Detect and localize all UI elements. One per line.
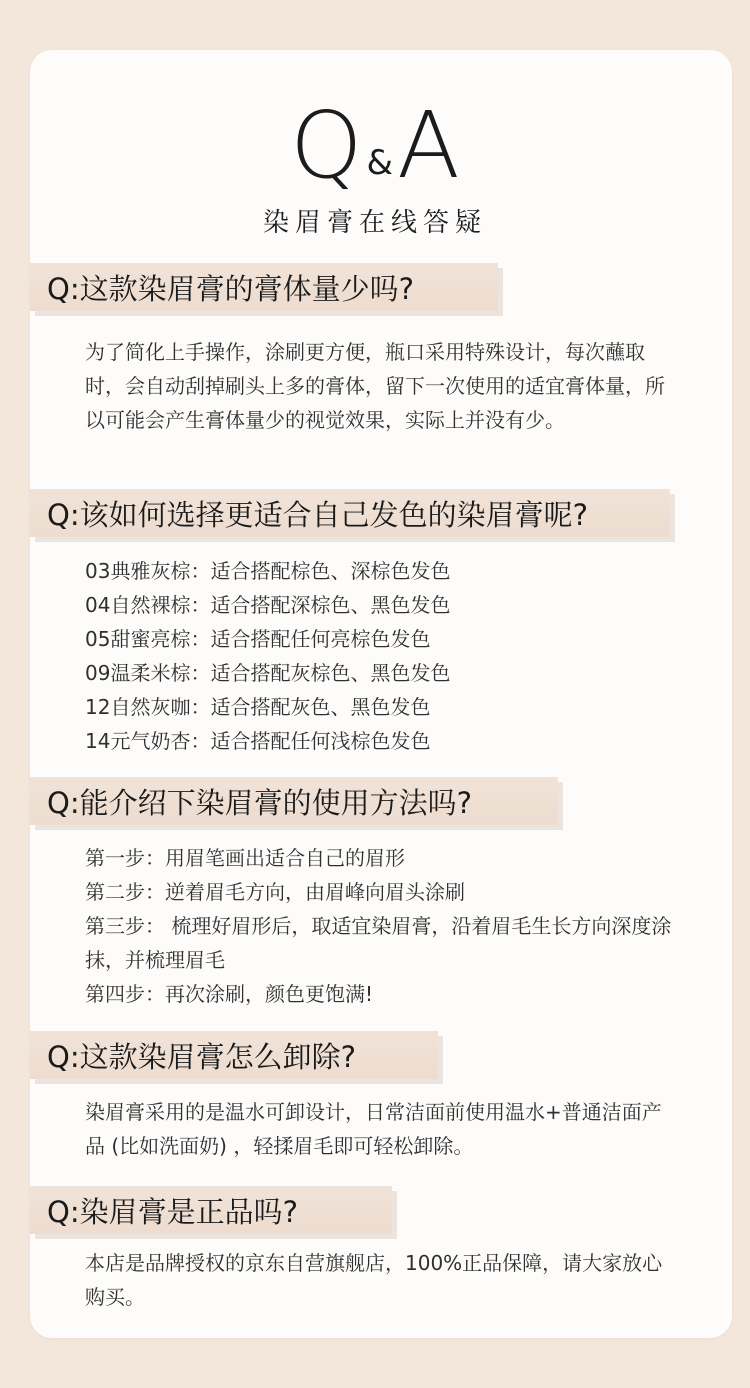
faq-answer-3-line: 第一步：用眉笔画出适合自己的眉形	[85, 846, 405, 870]
header	[0, 92, 750, 239]
faq-answer-5-text: 本店是品牌授权的京东自营旗舰店，100%正品保障，请大家放心购买。	[85, 1251, 663, 1309]
faq-answer-4-text: 染眉膏采用的是温水可卸设计，日常洁面前使用温水+普通洁面产品 (比如洗面奶) ，轻揉眉毛即可轻松卸除。	[85, 1100, 662, 1158]
faq-answer-2	[85, 554, 675, 758]
faq-question-1: Q:这款染眉膏的膏体量少吗?	[30, 263, 498, 311]
faq-answer-2-line: 12自然灰咖：适合搭配灰色、黑色发色	[85, 695, 431, 719]
faq-answer-5	[85, 1246, 675, 1314]
faq-question-5: Q:染眉膏是正品吗?	[30, 1186, 392, 1234]
qa-logo	[290, 92, 460, 199]
qa-logo-q: Q	[290, 92, 363, 199]
faq-question-2: Q:该如何选择更适合自己发色的染眉膏呢?	[30, 489, 670, 537]
faq-question-4: Q:这款染眉膏怎么卸除?	[30, 1031, 438, 1079]
faq-answer-2-line: 05甜蜜亮棕：适合搭配任何亮棕色发色	[85, 627, 431, 651]
faq-answer-1-text: 为了简化上手操作，涂刷更方便，瓶口采用特殊设计，每次蘸取时，会自动刮掉刷头上多的膏体，留下一次使用的适宜膏体量，所以可能会产生膏体量少的视觉效果，实际上并没有少。	[85, 340, 665, 432]
faq-answer-3-line: 第二步：逆着眉毛方向，由眉峰向眉头涂刷	[85, 880, 465, 904]
qa-logo-amp: &	[366, 143, 393, 183]
faq-answer-2-line: 09温柔米棕：适合搭配灰棕色、黑色发色	[85, 661, 451, 685]
faq-answer-4	[85, 1095, 675, 1163]
faq-question-3: Q:能介绍下染眉膏的使用方法吗?	[30, 777, 558, 825]
faq-answer-3	[85, 841, 675, 1011]
page-subtitle: 染眉膏在线答疑	[262, 208, 487, 238]
faq-answer-2-line: 03典雅灰棕：适合搭配棕色、深棕色发色	[85, 559, 451, 583]
faq-answer-2-line: 04自然裸棕：适合搭配深棕色、黑色发色	[85, 593, 451, 617]
faq-answer-3-line: 第四步：再次涂刷，颜色更饱满!	[85, 982, 374, 1006]
faq-answer-2-line: 14元气奶杏：适合搭配任何浅棕色发色	[85, 729, 431, 753]
faq-answer-3-line: 第三步： 梳理好眉形后，取适宜染眉膏，沿着眉毛生长方向深度涂抹，并梳理眉毛	[85, 914, 672, 972]
faq-answer-1	[85, 335, 675, 437]
qa-logo-a: A	[397, 92, 460, 199]
